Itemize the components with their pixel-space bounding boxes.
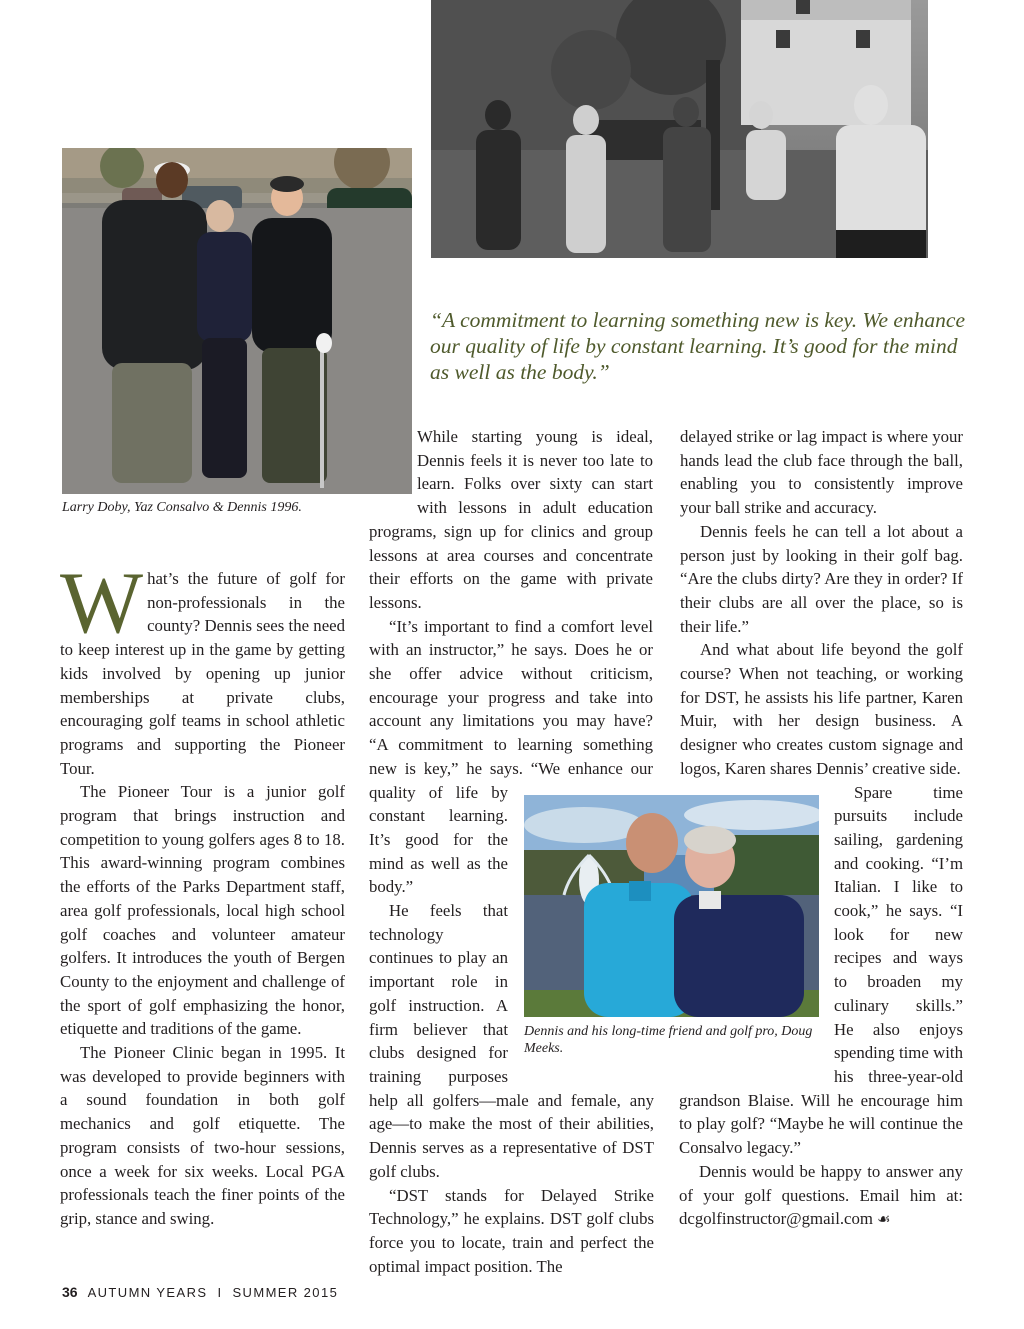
article-paragraph: delayed strike or lag impact is where your hands lead the club face through the ball, enabling you to consistently improve your ball strike and accuracy. xyxy=(680,427,963,518)
article-paragraph: He feels that technology continues to play an important role in golf instruction. A firm believer that clubs designed for training purposes help all golfers—male and female, any age—to make the most of their abilities, Dennis serves as a representative of DST golf clubs. xyxy=(369,901,654,1181)
article-paragraph xyxy=(60,555,345,780)
dennis-and-doug-meeks-photo xyxy=(524,795,819,1017)
publication-name: AUTUMN YEARS I SUMMER 2015 xyxy=(87,1285,339,1300)
drop-cap: W xyxy=(60,555,144,652)
article-column-1 xyxy=(60,555,345,1231)
photo-caption-mid: Dennis and his long-time friend and golf pro, Doug Meeks. xyxy=(524,1024,813,1056)
pull-quote: “A commitment to learning something new is key. We enhance our quality of life by constant learning. It’s good for the mind as well as the body.” xyxy=(430,308,966,384)
article-paragraph: The Pioneer Clinic began in 1995. It was developed to provide beginners with a sound foundation in both golf mechanics and golf etiquette. The program consists of two-hour sessions, once a week for six weeks. Local PGA professionals teach the finer points of the grip, stance and swing. xyxy=(60,1043,345,1228)
article-paragraph: “DST stands for Delayed Strike Technology,” he explains. DST golf clubs force you to locate, train and perfect the optimal impact position. The xyxy=(369,1185,654,1276)
article-paragraph xyxy=(679,1160,963,1233)
photo-caption-left: Larry Doby, Yaz Consalvo & Dennis 1996. xyxy=(62,500,302,515)
article-paragraph: Dennis feels he can tell a lot about a person just by looking in their golf bag. “Are the clubs dirty? Are they in order? If their clubs are all over the place, so is their life.” xyxy=(680,521,963,636)
layout-spacer xyxy=(369,425,417,519)
end-mark-icon: ☙ xyxy=(877,1212,891,1229)
paragraph-text: Dennis would be happy to answer any of your golf questions. Email him at: dcgolfinstructor@gmail.com xyxy=(679,1161,963,1229)
paragraph-text: hat’s the future of golf for non-professionals in the county? Dennis sees the need to keep interest up in the game by getting kids involved by opening up junior memberships at private clubs, encouraging golf teams in school athletic programs and supporting the Pioneer Tour. xyxy=(60,569,345,778)
layout-spacer xyxy=(653,425,654,790)
article-paragraph: “It’s important to find a comfort level with an instructor,” he says. Does he or she offer advice without criticism, encourage your progress and take into account any limitations you may have? “A commitment to learning something new is key,” he says. “We enhance our quality of life by constant learning. It’s good for the mind as well as the body.” xyxy=(369,616,653,897)
article-paragraph: And what about life beyond the golf course? When not teaching, or working for DST, he assists his life partner, Karen Muir, with her design business. A designer who creates custom signage and logos, Karen shares Dennis’ creative side. xyxy=(680,640,963,778)
vintage-golf-lesson-photo xyxy=(431,0,928,258)
article-paragraph: Spare time pursuits include sailing, gardening and cooking. “I’m Italian. I like to cook,” he says. “I look for new recipes and ways to broaden my culinary skills.” He also enjoys spending time with his three-year-old grandson Blaise. Will he encourage him to play golf? “Maybe he will continue the Consalvo legacy.” xyxy=(679,782,963,1158)
article-paragraph: While starting young is ideal, Dennis feels it is never too late to learn. Folks over sixty can start with lessons in adult education programs, sign up for clinics and group lessons at area courses and concentrate their efforts on the game with private lessons. xyxy=(369,427,653,612)
article-paragraph: The Pioneer Tour is a junior golf program that brings instruction and competition to young golfers ages 8 to 18. This award-winning program combines the efforts of the Parks Department staff, area golf professionals, local high school golf coaches and volunteer amateur golfers. It introduces the youth of Bergen County to the enjoyment and challenge of the sport of golf emphasizing the honor, etiquette and traditions of the game. xyxy=(60,782,345,1039)
larry-doby-yaz-dennis-photo xyxy=(62,148,412,494)
page-number: 36 xyxy=(62,1284,78,1300)
page-footer xyxy=(62,1284,338,1300)
